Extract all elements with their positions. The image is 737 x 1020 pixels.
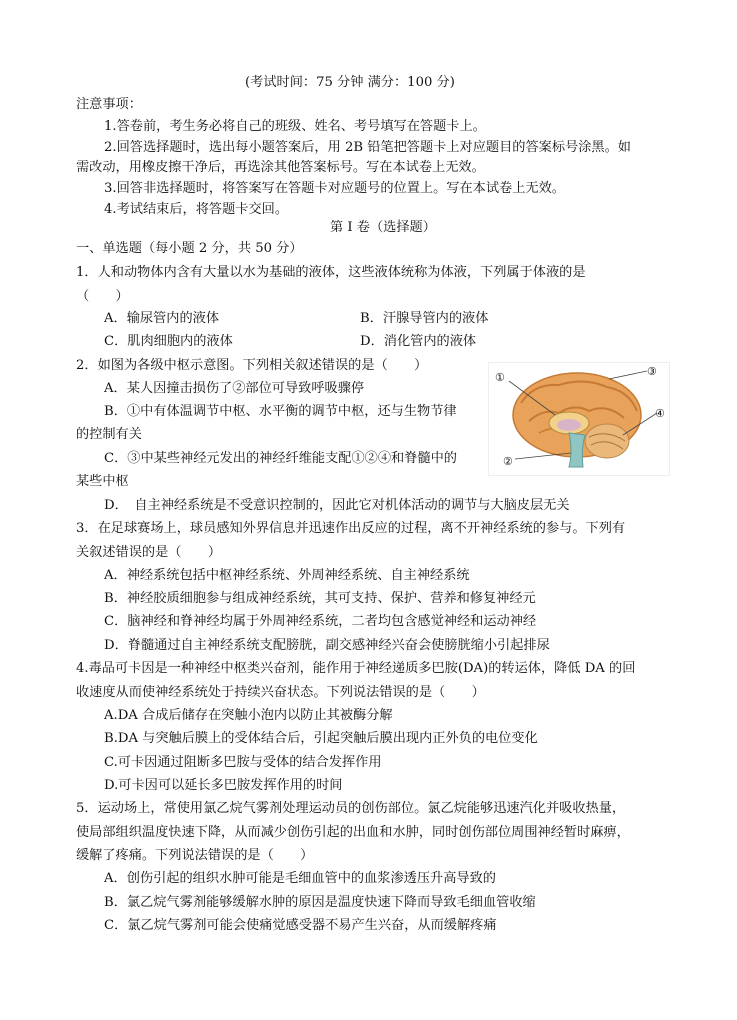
notes-heading: 注意事项：	[76, 97, 142, 112]
option-d: D．消化管内的液体	[360, 334, 477, 349]
option-c: C．③中某些神经元发出的神经纤维能支配①②④和脊髓中的	[104, 451, 457, 466]
option-a: A．某人因撞击损伤了②部位可导致呼吸骤停	[104, 381, 365, 396]
option-d: D．脊髓通过自主神经系统支配膀胱，副交感神经兴奋会使膀胱缩小引起排尿	[104, 638, 550, 653]
question-stem: 收速度从而使神经系统处于持续兴奋状态。下列说法错误的是（ ）	[76, 685, 485, 700]
figure-label-1: ①	[495, 371, 505, 384]
question-stem: 2．如图为各级中枢示意图。下列相关叙述错误的是（ ）	[76, 358, 428, 373]
question-stem: 1．人和动物体内含有大量以水为基础的液体，这些液体统称为体液，下列属于体液的是	[76, 265, 586, 280]
option-c: C．氯乙烷气雾剂可能会使痛觉感受器不易产生兴奋，从而缓解疼痛	[104, 918, 497, 933]
option-a: A.DA 合成后储存在突触小泡内以防止其被酶分解	[104, 708, 393, 723]
option-c: C.可卡因通过阻断多巴胺与受体的结合发挥作用	[104, 755, 382, 770]
exam-info: (考试时间：75 分钟 满分：100 分)	[245, 75, 455, 90]
option-c: C．肌肉细胞内的液体	[104, 334, 233, 349]
option-b: B．①中有体温调节中枢、水平衡的调节中枢，还与生物节律	[104, 404, 457, 419]
note-item: 1.答卷前，考生务必将自己的班级、姓名、考号填写在答题卡上。	[104, 119, 486, 134]
option-b: B.DA 与突触后膜上的受体结合后，引起突触后膜出现内正外负的电位变化	[104, 731, 538, 746]
question-stem: 关叙述错误的是（ ）	[76, 545, 222, 560]
section-title: 一、单选题（每小题 2 分，共 50 分）	[76, 241, 303, 256]
option-d: D． 自主神经系统是不受意识控制的，因此它对机体活动的调节与大脑皮层无关	[104, 498, 570, 513]
note-item: 2.回答选择题时，选出每小题答案后，用 2B 铅笔把答题卡上对应题目的答案标号涂黑。如	[104, 140, 631, 155]
note-item: 3.回答非选择题时，将答案写在答题卡对应题号的位置上。写在本试卷上无效。	[104, 181, 565, 196]
note-item: 4.考试结束后，将答题卡交回。	[104, 202, 289, 217]
option-a: A．神经系统包括中枢神经系统、外周神经系统、自主神经系统	[104, 568, 470, 583]
question-stem: 使局部组织温度快速下降，从而减少创伤引起的出血和水肿，同时创伤部位周围神经暂时麻痹，	[76, 825, 630, 840]
option-b: B．汗腺导管内的液体	[360, 311, 489, 326]
note-item: 需改动，用橡皮擦干净后，再选涂其他答案标号。写在本试卷上无效。	[76, 160, 485, 175]
question-stem: 4.毒品可卡因是一种神经中枢类兴奋剂，能作用于神经递质多巴胺(DA)的转运体，降低 DA 的回	[76, 661, 636, 676]
option-c: C．脑神经和脊神经均属于外周神经系统，二者均包含感觉神经和运动神经	[104, 614, 537, 629]
volume-title: 第 I 卷（选择题）	[330, 220, 436, 235]
figure-label-4: ④	[655, 407, 665, 420]
figure-label-2: ②	[503, 455, 513, 468]
question-stem: 3．在足球赛场上，球员感知外界信息并迅速作出反应的过程，离不开神经系统的参与。下列有	[76, 521, 626, 536]
brain-illustration	[489, 363, 669, 475]
option-a: A．输尿管内的液体	[104, 311, 220, 326]
question-stem: （ ）	[76, 289, 129, 304]
option-b: B．氯乙烷气雾剂能够缓解水肿的原因是温度快速下降而导致毛细血管收缩	[104, 895, 536, 910]
question-stem: 缓解了疼痛。下列说法错误的是（ ）	[76, 848, 314, 863]
figure-label-3: ③	[647, 365, 657, 378]
option-d: D.可卡因可以延长多巴胺发挥作用的时间	[104, 778, 343, 793]
option-a: A．创伤引起的组织水肿可能是毛细血管中的血浆渗透压升高导致的	[104, 871, 496, 886]
option-b: B．神经胶质细胞参与组成神经系统，其可支持、保护、营养和修复神经元	[104, 591, 536, 606]
brain-figure	[488, 362, 670, 476]
option-b-cont: 的控制有关	[76, 427, 142, 442]
option-c-cont: 某些中枢	[76, 474, 129, 489]
question-stem: 5．运动场上，常使用氯乙烷气雾剂处理运动员的创伤部位。氯乙烷能够迅速汽化并吸收热量，	[76, 801, 626, 816]
